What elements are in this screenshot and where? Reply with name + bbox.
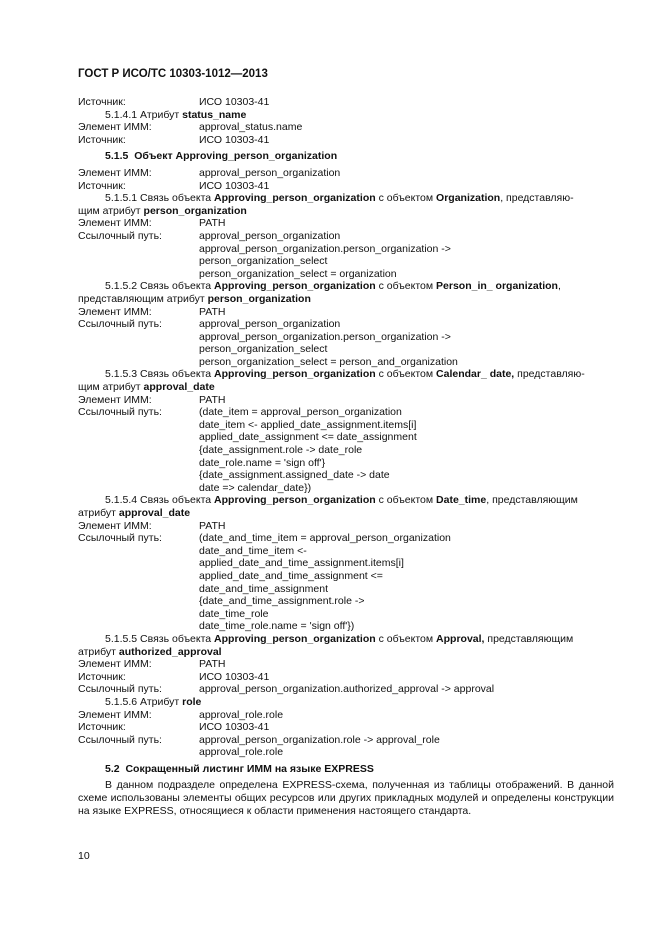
section-5-2-paragraph: В данном подразделе определена EXPRESS-схема, полученная из таблицы отображений. В данной схеме использованы элементы общих ресурсов или других прикладных модулей и определены конструкции на языке EXPRESS, относящиеся к области применения настоящего стандарта. xyxy=(78,779,614,817)
attribute-name: role xyxy=(182,695,202,708)
element-value: approval_person_organization xyxy=(199,166,341,179)
source-label: Источник: xyxy=(78,670,126,683)
element-label: Элемент ИММ: xyxy=(78,708,152,721)
ref-path-line: applied_date_and_time_assignment <= xyxy=(199,569,383,582)
mapping-row xyxy=(78,318,614,331)
mapping-row xyxy=(78,406,614,419)
ref-path-label: Ссылочный путь: xyxy=(78,733,162,746)
ref-path-line: {date_assignment.assigned_date -> date xyxy=(199,469,390,482)
element-value: PATH xyxy=(199,217,226,230)
clause-5-1-4-1: 5.1.4.1 Атрибут status_name xyxy=(105,108,247,121)
mapping-row xyxy=(78,180,614,193)
attribute-name: authorized_approval xyxy=(118,645,222,658)
clause-5-1-5-1-cont: щим атрибут person_organization xyxy=(78,204,247,217)
section-heading-5-1-5: 5.1.5 Объект Approving_person_organization xyxy=(105,150,338,163)
element-value: approval_status.name xyxy=(199,121,303,134)
ref-path-line: date_item <- applied_date_assignment.items[i] xyxy=(199,418,417,431)
ref-path-line: person_organization_select xyxy=(199,343,328,356)
ref-path-line: approval_person_organization.authorized_approval -> approval xyxy=(199,683,495,696)
section-heading-5-2: 5.2 Сокращенный листинг ИММ на языке EXPRESS xyxy=(105,762,374,775)
mapping-row xyxy=(78,121,614,134)
ref-path-label: Ссылочный путь: xyxy=(78,683,162,696)
clause-5-1-5-3: 5.1.5.3 Связь объекта Approving_person_organization с объектом Calendar_ date, представляю- xyxy=(105,368,585,381)
ref-path-label: Ссылочный путь: xyxy=(78,406,162,419)
mapping-row xyxy=(78,306,614,319)
clause-5-1-5-3-cont: щим атрибут approval_date xyxy=(78,381,215,394)
element-label: Элемент ИММ: xyxy=(78,658,152,671)
ref-path-label: Ссылочный путь: xyxy=(78,229,162,242)
element-value: PATH xyxy=(199,519,226,532)
ref-path-label: Ссылочный путь: xyxy=(78,532,162,545)
page-content xyxy=(78,96,614,817)
clause-5-1-5-1: 5.1.5.1 Связь объекта Approving_person_organization с объектом Organization, представляю- xyxy=(105,192,574,205)
source-value: ИСО 10303-41 xyxy=(199,96,270,108)
ref-path-line: approval_person_organization xyxy=(199,318,341,331)
page-number: 10 xyxy=(78,850,90,862)
ref-path-label: Ссылочный путь: xyxy=(78,318,162,331)
ref-path-line: applied_date_assignment <= date_assignment xyxy=(199,431,417,444)
ref-path-line: approval_person_organization.person_organization -> xyxy=(199,242,451,255)
ref-path-line: (date_and_time_item = approval_person_organization xyxy=(199,532,451,545)
clause-5-1-5-2: 5.1.5.2 Связь объекта Approving_person_organization с объектом Person_in_ organization, xyxy=(105,280,561,293)
source-label: Источник: xyxy=(78,96,126,108)
source-value: ИСО 10303-41 xyxy=(199,179,270,192)
attribute-name: approval_date xyxy=(143,381,215,394)
element-label: Элемент ИММ: xyxy=(78,305,152,318)
element-value: approval_role.role xyxy=(199,708,284,721)
ref-path-line: approval_person_organization.person_organization -> xyxy=(199,330,451,343)
source-value: ИСО 10303-41 xyxy=(199,670,270,683)
ref-path-line: applied_date_and_time_assignment.items[i] xyxy=(199,557,404,570)
ref-path-line: person_organization_select = organization xyxy=(199,267,397,280)
ref-path-line: approval_role.role xyxy=(199,746,284,759)
attribute-name: person_organization xyxy=(143,204,247,217)
mapping-row xyxy=(78,230,614,243)
mapping-row xyxy=(78,394,614,407)
ref-path-line: date_and_time_item <- xyxy=(199,544,307,557)
element-label: Элемент ИММ: xyxy=(78,121,152,134)
source-value: ИСО 10303-41 xyxy=(199,721,270,734)
clause-5-1-5-4: 5.1.5.4 Связь объекта Approving_person_organization с объектом Date_time, представляющим xyxy=(105,494,578,507)
ref-path-line: person_organization_select xyxy=(199,255,328,268)
mapping-row xyxy=(78,671,614,684)
element-value: PATH xyxy=(199,393,226,406)
mapping-row xyxy=(78,532,614,545)
ref-path-line: date_time_role xyxy=(199,607,269,620)
ref-path-line: date_role.name = 'sign off'} xyxy=(199,456,326,469)
page-header: ГОСТ Р ИСО/ТС 10303-1012—2013 xyxy=(78,68,268,80)
attribute-name: approval_date xyxy=(118,507,191,519)
mapping-row xyxy=(78,721,614,734)
ref-path-line: approval_person_organization.role -> approval_role xyxy=(199,733,440,746)
element-label: Элемент ИММ: xyxy=(78,519,152,532)
ref-path-line: date => calendar_date}) xyxy=(199,481,312,494)
ref-path-line: approval_person_organization xyxy=(199,229,341,242)
mapping-row xyxy=(78,134,614,147)
element-value: PATH xyxy=(199,658,226,671)
mapping-row xyxy=(78,683,614,696)
clause-5-1-5-6: 5.1.5.6 Атрибут role xyxy=(105,695,202,708)
element-label: Элемент ИММ: xyxy=(78,166,152,179)
mapping-row xyxy=(78,658,614,671)
source-value: ИСО 10303-41 xyxy=(199,133,270,146)
mapping-row xyxy=(78,734,614,747)
attribute-name: person_organization xyxy=(207,292,311,305)
ref-path-line: (date_item = approval_person_organization xyxy=(199,406,402,419)
mapping-row xyxy=(78,709,614,722)
clause-5-1-5-5-cont: атрибут authorized_approval xyxy=(78,645,222,658)
mapping-row xyxy=(78,217,614,230)
source-label: Источник: xyxy=(78,721,126,734)
ref-path-line: person_organization_select = person_and_organization xyxy=(199,355,458,368)
attribute-name: status_name xyxy=(182,108,247,121)
clause-5-1-5-5: 5.1.5.5 Связь объекта Approving_person_organization с объектом Approval, представляющим xyxy=(105,632,574,645)
source-label: Источник: xyxy=(78,133,126,146)
clause-5-1-5-2-cont: представляющим атрибут person_organization xyxy=(78,292,311,305)
element-label: Элемент ИММ: xyxy=(78,217,152,230)
ref-path-line: {date_assignment.role -> date_role xyxy=(199,444,363,457)
mapping-row xyxy=(78,520,614,533)
clause-5-1-5-4-cont: атрибут approval_date xyxy=(78,507,191,519)
ref-path-line: date_time_role.name = 'sign off'}) xyxy=(199,620,355,633)
mapping-row xyxy=(78,167,614,180)
ref-path-line: {date_and_time_assignment.role -> xyxy=(199,595,365,608)
element-label: Элемент ИММ: xyxy=(78,393,152,406)
ref-path-line: date_and_time_assignment xyxy=(199,582,329,595)
mapping-row xyxy=(78,96,614,109)
element-value: PATH xyxy=(199,305,226,318)
source-label: Источник: xyxy=(78,179,126,192)
